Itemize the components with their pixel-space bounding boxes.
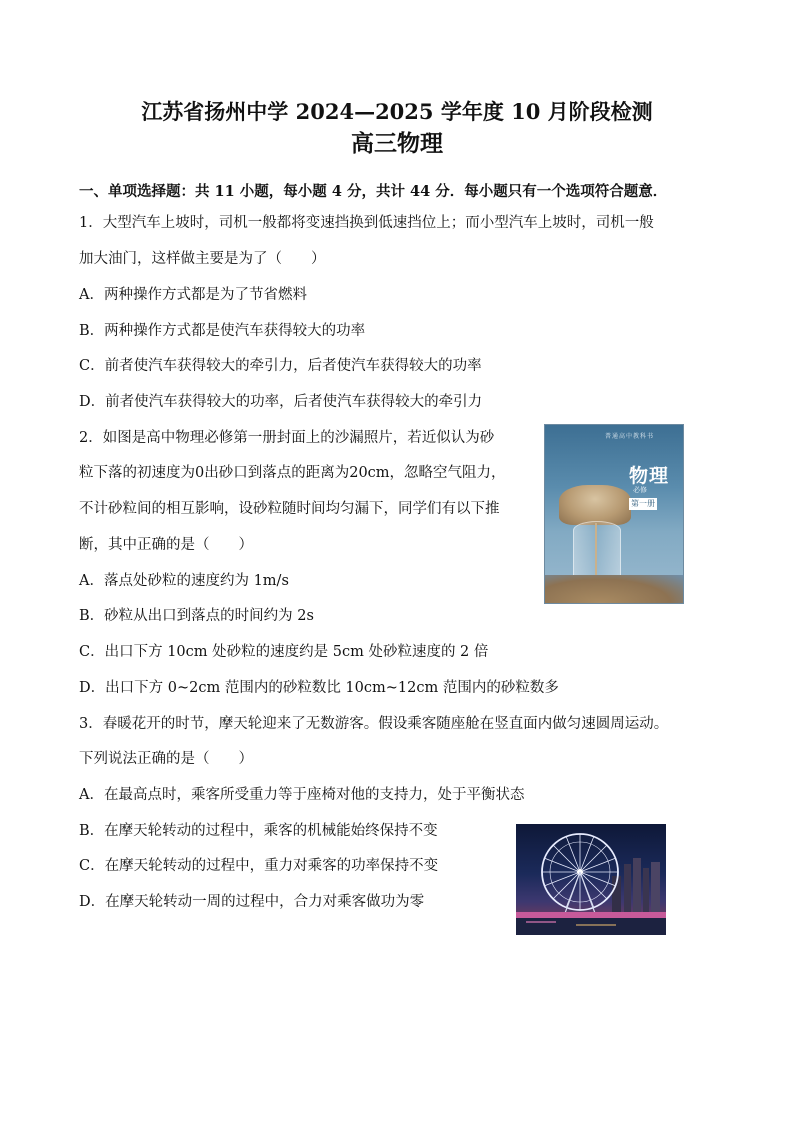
q1-stem-line-1: 1．大型汽车上坡时，司机一般都将变速挡换到低速挡位上；而小型汽车上坡时，司机一般 — [79, 215, 654, 231]
q3-option-b: B．在摩天轮转动的过程中，乘客的机械能始终保持不变 — [79, 823, 438, 839]
section-heading: 一、单项选择题：共 11 小题，每小题 4 分，共计 44 分．每小题只有一个选项符合题意． — [79, 183, 668, 200]
cover-subtitle: 必修 — [633, 486, 647, 494]
q1-option-d: D．前者使汽车获得较大的功率，后者使汽车获得较大的牵引力 — [79, 394, 483, 410]
q2-stem-line-3: 不计砂粒间的相互影响，设砂粒随时间均匀漏下，同学们有以下推 — [79, 501, 500, 517]
hourglass-lower-sand — [545, 575, 683, 603]
hourglass-upper-sand — [559, 485, 631, 525]
q3-option-a: A．在最高点时，乘客所受重力等于座椅对他的支持力，处于平衡状态 — [79, 787, 525, 803]
q2-option-c: C．出口下方 10cm 处砂粒的速度约是 5cm 处砂粒速度的 2 倍 — [79, 644, 489, 660]
hourglass-textbook-cover-image — [544, 424, 684, 604]
q2-option-d: D．出口下方 0~2cm 范围内的砂粒数比 10cm~12cm 范围内的砂粒数多 — [79, 680, 559, 696]
ferris-wheel-illustration — [516, 824, 666, 935]
q2-stem-line-4: 断，其中正确的是（ ） — [79, 537, 253, 553]
q2-option-a: A．落点处砂粒的速度约为 1m/s — [79, 573, 289, 589]
q2-stem-line-1: 2．如图是高中物理必修第一册封面上的沙漏照片，若近似认为砂 — [79, 430, 495, 446]
q3-stem-line-2: 下列说法正确的是（ ） — [79, 751, 253, 767]
subject-title: 高三物理 — [351, 130, 443, 157]
hourglass-glass — [573, 521, 621, 583]
q1-option-a: A．两种操作方式都是为了节省燃料 — [79, 287, 307, 303]
cover-top-text: 普通高中教科书 — [605, 433, 655, 440]
ferris-wheel-photo — [516, 824, 666, 935]
exam-title: 江苏省扬州中学 2024—2025 学年度 10 月阶段检测 — [141, 99, 653, 124]
q1-option-b: B．两种操作方式都是使汽车获得较大的功率 — [79, 323, 366, 339]
q2-stem-line-2: 粒下落的初速度为0出砂口到落点的距离为20cm，忽略空气阻力， — [79, 465, 506, 481]
q1-option-c: C．前者使汽车获得较大的牵引力，后者使汽车获得较大的功率 — [79, 358, 482, 374]
q3-stem-line-1: 3．春暖花开的时节，摩天轮迎来了无数游客。假设乘客随座舱在竖直面内做匀速圆周运动。 — [79, 716, 669, 732]
sand-stream — [595, 523, 597, 583]
q2-option-b: B．砂粒从出口到落点的时间约为 2s — [79, 608, 314, 624]
q1-stem-line-2: 加大油门，这样做主要是为了（ ） — [79, 251, 326, 267]
cover-volume-label: 第一册 — [631, 499, 655, 508]
q3-option-d: D．在摩天轮转动一周的过程中，合力对乘客做功为零 — [79, 894, 425, 910]
q3-option-c: C．在摩天轮转动的过程中，重力对乘客的功率保持不变 — [79, 858, 439, 874]
cover-title: 物理 — [629, 465, 670, 487]
